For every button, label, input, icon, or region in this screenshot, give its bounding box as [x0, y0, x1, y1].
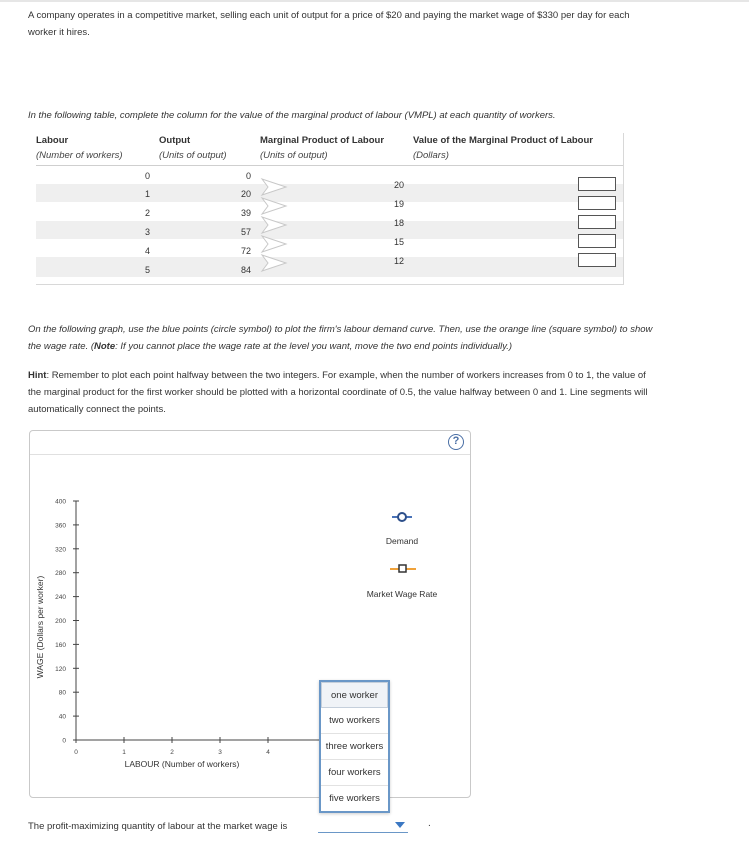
- answer-prompt: The profit-maximizing quantity of labour at the market wage is: [28, 821, 288, 832]
- y-tick-label: 280: [55, 570, 66, 578]
- graph-instructions-line-1: On the following graph, use the blue points (circle symbol) to plot the firm's labour demand curve. Then, use the orange line (square symbol) to show: [28, 324, 653, 335]
- vmpl-input[interactable]: [578, 196, 616, 210]
- x-tick-label: 0: [74, 749, 78, 756]
- table-instruction: In the following table, complete the column for the value of the marginal product of labour (VMPL) at each quantity of workers.: [28, 110, 556, 121]
- y-tick-label: 200: [55, 618, 66, 625]
- dropdown-option[interactable]: five workers: [329, 793, 380, 804]
- top-divider: [0, 0, 749, 2]
- labour-cell: 5: [144, 265, 150, 275]
- hint-line-1: Hint: Remember to plot each point halfway between the two integers. For example, when the number of workers increases from 0 to 1, the value of: [28, 370, 646, 381]
- labour-cell: 4: [144, 246, 150, 256]
- y-tick-label: 40: [58, 713, 66, 721]
- legend-wage-label: Market Wage Rate: [366, 589, 438, 599]
- mpl-cell: 12: [393, 256, 404, 266]
- hint-line-3: automatically connect the points.: [28, 404, 166, 415]
- table-right-border: [623, 133, 624, 285]
- labour-cell: 3: [144, 227, 150, 237]
- graph-plot-area[interactable]: [30, 455, 470, 797]
- row-band-2: [36, 221, 624, 239]
- wage-square-icon: [399, 565, 406, 572]
- x-tick-label: 4: [266, 749, 270, 756]
- dropdown-option[interactable]: four workers: [321, 760, 388, 786]
- header-mpl: Marginal Product of Labour (Units of output): [260, 135, 385, 161]
- header-vmpl: Value of the Marginal Product of Labour (Dollars): [413, 135, 593, 161]
- legend-wage-symbol[interactable]: [390, 565, 416, 572]
- labour-cell: 0: [144, 171, 150, 181]
- vmpl-input[interactable]: [578, 177, 616, 191]
- vmpl-input[interactable]: [578, 215, 616, 229]
- answer-period: .: [428, 818, 431, 829]
- y-tick-label: 80: [58, 689, 66, 697]
- x-tick-label: 1: [122, 749, 126, 756]
- vmpl-table: [28, 133, 624, 285]
- intro-line-1: A company operates in a competitive market, selling each unit of output for a price of $20 and paying the market wage of $330 per day for each: [28, 10, 630, 21]
- output-cell: 84: [240, 265, 251, 275]
- header-labour: Labour (Number of workers): [36, 135, 123, 161]
- graph-panel: [29, 430, 471, 798]
- bracket-arrows: [260, 177, 300, 277]
- quantity-dropdown-list: [319, 680, 390, 813]
- y-tick-label: 240: [55, 594, 66, 602]
- y-tick-label: 320: [55, 546, 66, 554]
- x-tick-label: 3: [218, 749, 222, 756]
- demand-circle-icon: [398, 513, 406, 521]
- dropdown-option[interactable]: three workers: [321, 734, 388, 760]
- quantity-select[interactable]: [318, 818, 408, 833]
- header-output: Output (Units of output): [159, 135, 227, 161]
- mpl-cell: 18: [393, 218, 404, 228]
- graph-instructions-line-2: the wage rate. (Note: If you cannot place the wage rate at the level you want, move the two end points individually.): [28, 341, 513, 352]
- x-axis-label: LABOUR (Number of workers): [124, 759, 240, 769]
- output-cell: 0: [245, 171, 251, 181]
- legend-demand-label: Demand: [385, 536, 419, 546]
- hint-text: [28, 367, 718, 418]
- output-cell: 39: [240, 208, 251, 218]
- y-axis-label: WAGE (Dollars per worker): [35, 575, 45, 679]
- hint-line-2: the marginal product for the first worker should be plotted with a horizontal coordinate of 0.5, the value halfway between 0 and 1. Line segments will: [28, 387, 648, 398]
- mpl-cell: 15: [393, 237, 404, 247]
- dropdown-option[interactable]: two workers: [321, 708, 388, 734]
- bracket-chevron-icon: [262, 255, 286, 271]
- graph-instructions: [28, 321, 718, 355]
- axes: [55, 499, 322, 757]
- chevron-down-icon: [395, 822, 405, 828]
- y-tick-label: 400: [55, 498, 66, 506]
- row-band-1: [36, 184, 624, 202]
- header-divider: [36, 165, 624, 166]
- x-tick-label: 2: [170, 749, 174, 756]
- mpl-cell: 19: [393, 199, 404, 209]
- labour-cell: 1: [144, 189, 150, 199]
- dropdown-option[interactable]: one worker: [321, 682, 388, 708]
- output-cell: 20: [240, 189, 251, 199]
- output-cell: 72: [240, 246, 251, 256]
- row-band-3: [36, 257, 624, 277]
- table-bottom-border: [36, 284, 624, 285]
- y-tick-label: 120: [55, 665, 66, 673]
- y-tick-label: 160: [55, 641, 66, 649]
- labour-cell: 2: [144, 208, 150, 218]
- bracket-chevron-icon: [262, 217, 286, 233]
- y-tick-label: 0: [62, 737, 66, 745]
- legend-demand-symbol[interactable]: [392, 513, 412, 521]
- help-icon[interactable]: ?: [448, 434, 464, 450]
- y-tick-label: 360: [55, 522, 66, 530]
- intro-line-2: worker it hires.: [28, 27, 90, 38]
- mpl-cell: 20: [393, 180, 404, 190]
- bracket-chevron-icon: [262, 198, 286, 214]
- bracket-chevron-icon: [262, 236, 286, 252]
- vmpl-input[interactable]: [578, 234, 616, 248]
- intro-text: [28, 7, 718, 41]
- bracket-chevron-icon: [262, 179, 286, 195]
- output-cell: 57: [240, 227, 251, 237]
- graph-panel-header: [30, 431, 470, 455]
- vmpl-input[interactable]: [578, 253, 616, 267]
- hint-label: Hint: [28, 370, 47, 381]
